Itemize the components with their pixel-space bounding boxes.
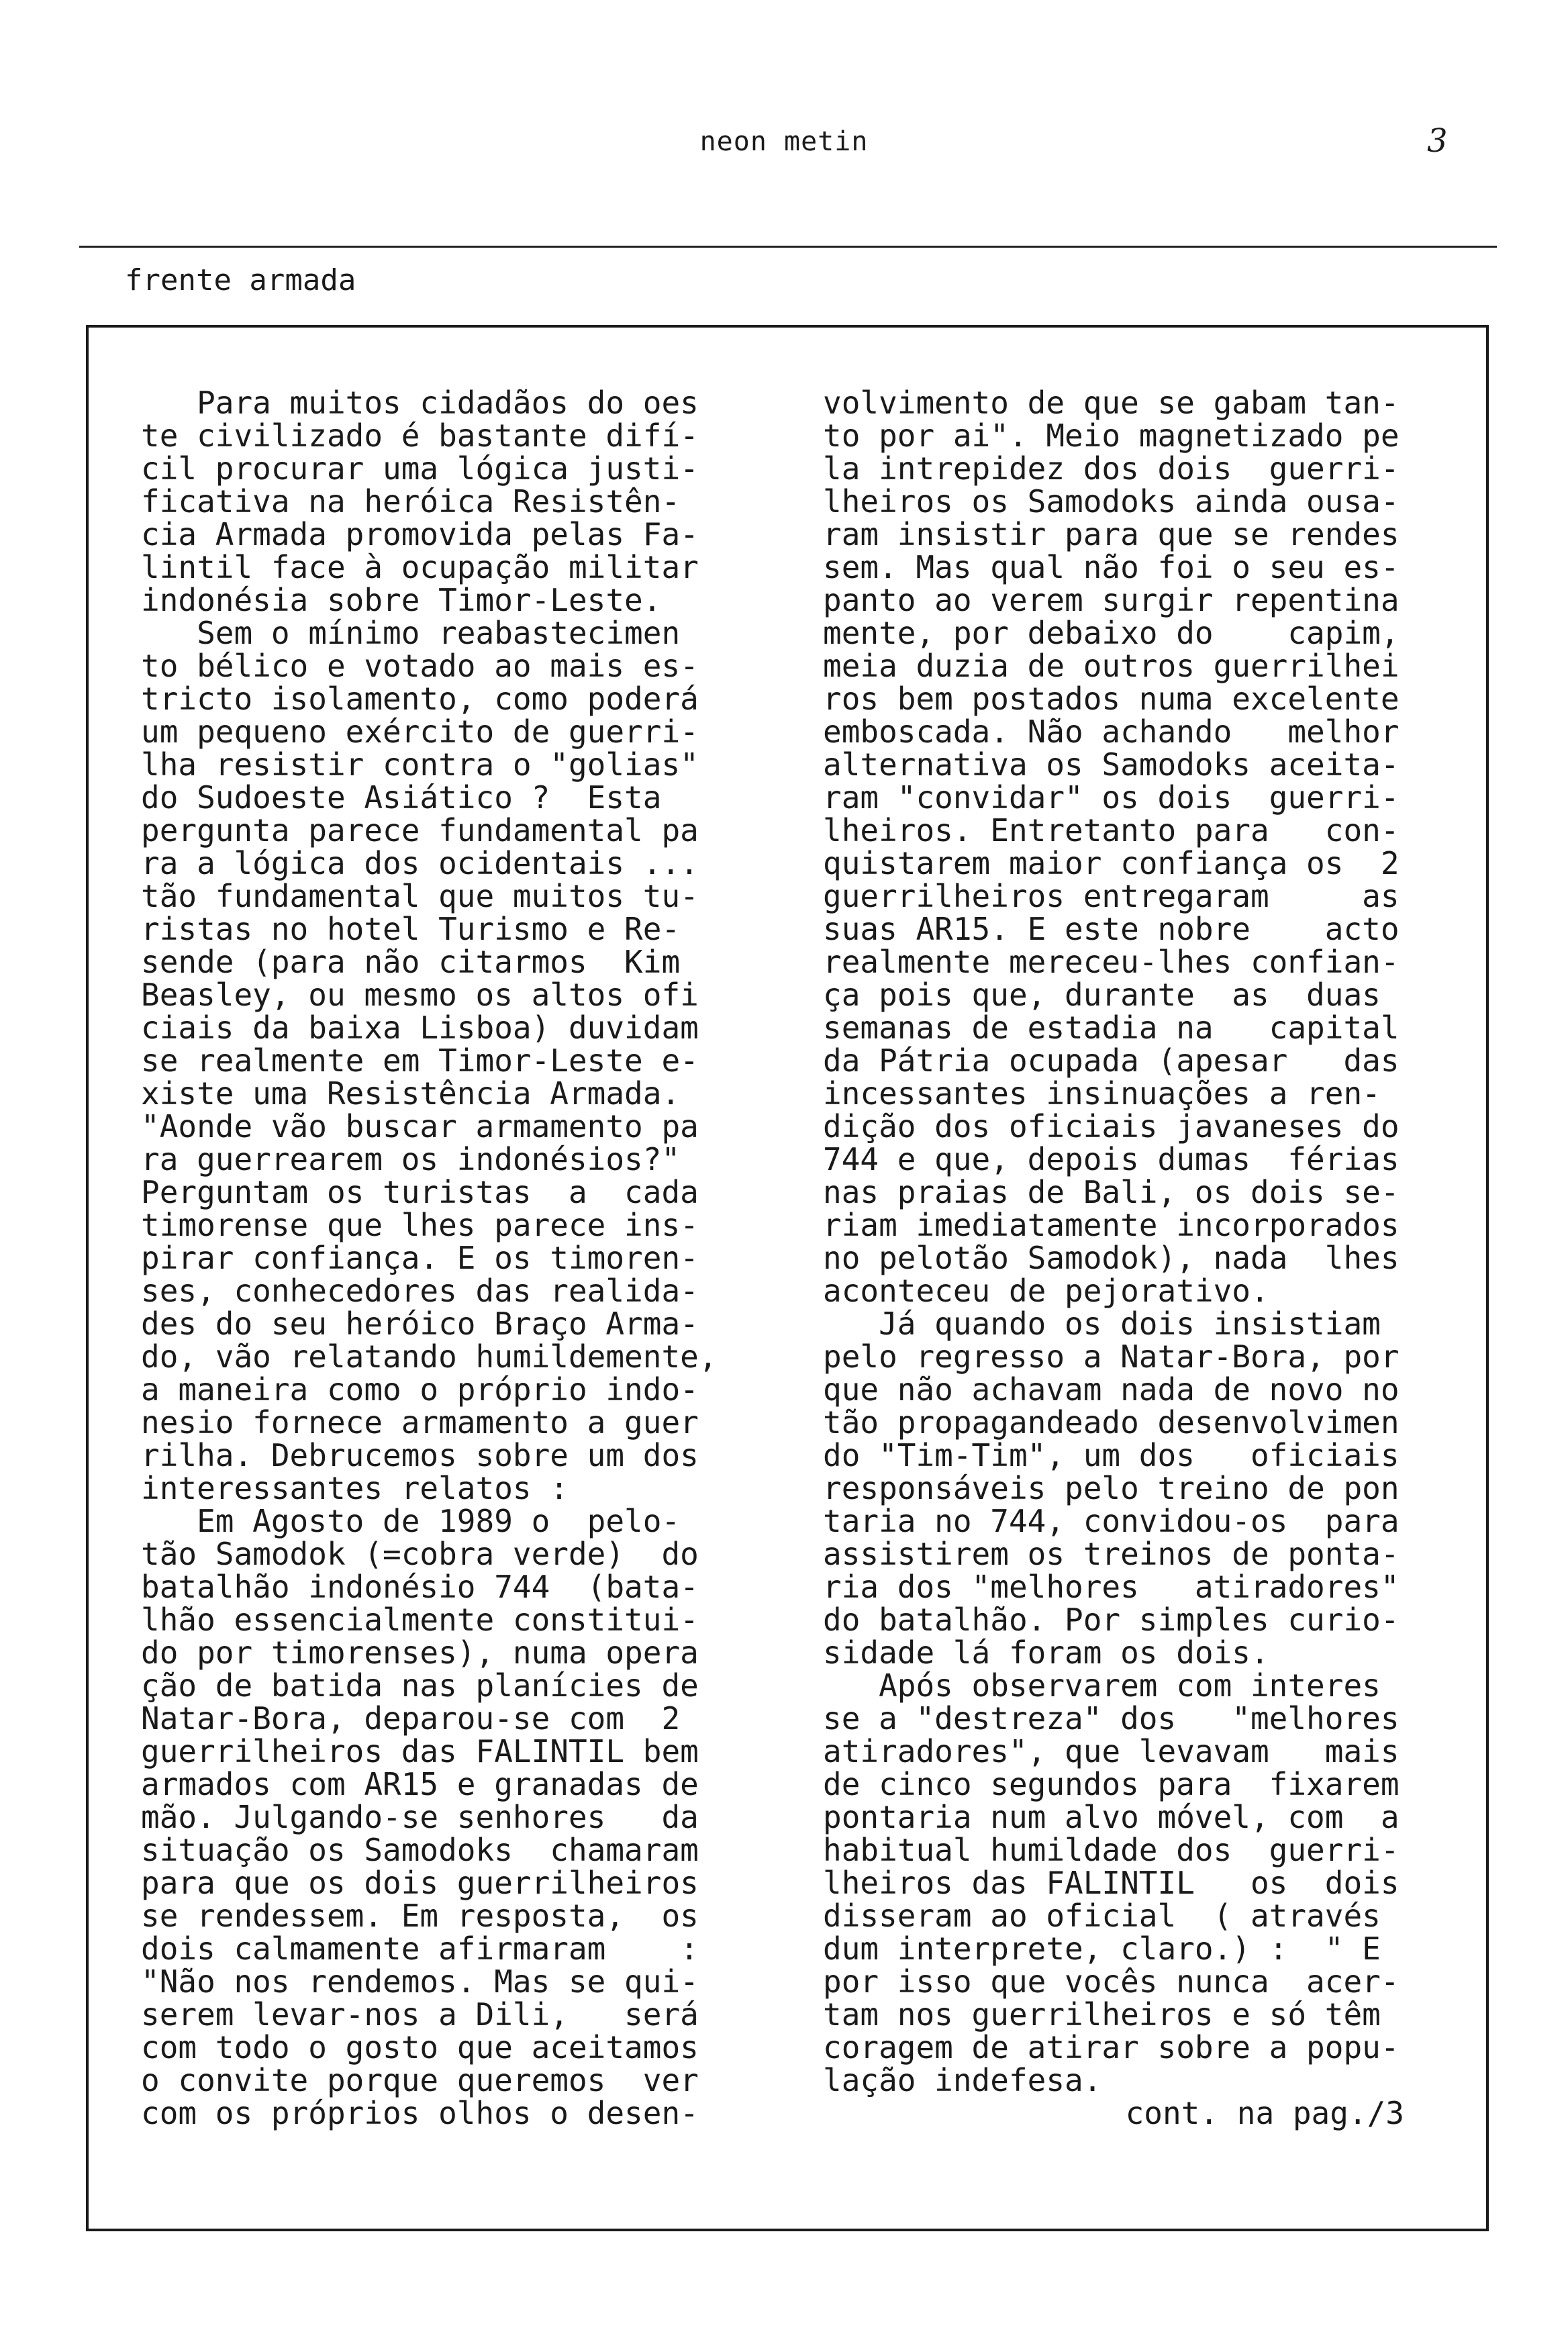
text-line: tão fundamental que muitos tu- [141, 878, 699, 914]
text-line: meia duzia de outros guerrilhei [823, 648, 1400, 684]
text-line: guerrilheiros entregaram as [823, 878, 1400, 914]
text-line: com os próprios olhos o desen- [141, 2095, 699, 2131]
text-line: sidade lá foram os dois. [823, 1635, 1269, 1671]
text-line: ram "convidar" os dois guerri- [823, 779, 1400, 816]
text-line: interessantes relatos : [141, 1470, 569, 1506]
text-line: responsáveis pelo treino de pon [823, 1470, 1400, 1506]
text-line: lheiros das FALINTIL os dois [823, 1865, 1400, 1901]
text-line: se realmente em Timor-Leste e- [141, 1042, 699, 1079]
text-line: para que os dois guerrilheiros [141, 1865, 699, 1901]
text-line: Após observarem com interes [823, 1667, 1381, 1704]
text-line: indonésia sobre Timor-Leste. [141, 582, 662, 618]
text-line: com todo o gosto que aceitamos [141, 2029, 699, 2065]
text-line: emboscada. Não achando melhor [823, 714, 1400, 750]
text-line: semanas de estadia na capital [823, 1010, 1400, 1046]
text-line: serem levar-nos a Dili, será [141, 1996, 699, 2033]
text-line: situação os Samodoks chamaram [141, 1832, 699, 1868]
text-line: ses, conhecedores das realida- [141, 1273, 699, 1309]
text-line: pelo regresso a Natar-Bora, por [823, 1339, 1400, 1375]
text-line: volvimento de que se gabam tan- [823, 385, 1400, 421]
text-line: atiradores", que levavam mais [823, 1733, 1400, 1769]
text-line: pirar confiança. E os timoren- [141, 1240, 699, 1276]
text-line: to por ai". Meio magnetizado pe [823, 418, 1400, 454]
text-line: lheiros os Samodoks ainda ousa- [823, 483, 1400, 520]
text-line: a maneira como o próprio indo- [141, 1371, 699, 1408]
text-line: do, vão relatando humildemente, [141, 1339, 718, 1375]
text-line: ristas no hotel Turismo e Re- [141, 911, 681, 947]
text-line: dois calmamente afirmaram : [141, 1931, 699, 1967]
text-line: um pequeno exército de guerri- [141, 714, 699, 750]
text-line: ria dos "melhores atiradores" [823, 1569, 1400, 1605]
text-line: tão propagandeado desenvolvimen [823, 1404, 1400, 1441]
text-line: da Pátria ocupada (apesar das [823, 1042, 1400, 1079]
text-line: aconteceu de pejorativo. [823, 1273, 1269, 1309]
text-line: suas AR15. E este nobre acto [823, 911, 1400, 947]
text-line: ra guerrearem os indonésios?" [141, 1141, 681, 1177]
text-line: no pelotão Samodok), nada lhes [823, 1240, 1400, 1276]
text-line: "Não nos rendemos. Mas se qui- [141, 1963, 699, 2000]
text-line: lheiros. Entretanto para con- [823, 812, 1400, 848]
text-line: Já quando os dois insistiam [823, 1306, 1381, 1342]
text-line: o convite porque queremos ver [141, 2062, 699, 2098]
running-head: neon metin [699, 126, 869, 157]
text-line: panto ao verem surgir repentina [823, 582, 1400, 618]
article-left-column [141, 387, 765, 2130]
text-line: te civilizado é bastante difí- [141, 418, 699, 454]
text-line: timorense que lhes parece ins- [141, 1207, 699, 1243]
text-line: dum interprete, claro.) : " E [823, 1931, 1381, 1967]
text-line: lhão essencialmente constitui- [141, 1602, 699, 1638]
text-line: cia Armada promovida pelas Fa- [141, 516, 699, 552]
text-line: coragem de atirar sobre a popu- [823, 2029, 1400, 2065]
text-line: se rendessem. Em resposta, os [141, 1898, 699, 1934]
text-line: incessantes insinuações a ren- [823, 1075, 1381, 1112]
text-line: Para muitos cidadãos do oes [141, 385, 699, 421]
text-line: alternativa os Samodoks aceita- [823, 746, 1400, 783]
text-line: ficativa na heróica Resistên- [141, 483, 681, 520]
text-line: tam nos guerrilheiros e só têm [823, 1996, 1381, 2033]
text-line: tão Samodok (=cobra verde) do [141, 1536, 699, 1572]
text-line: Sem o mínimo reabastecimen [141, 615, 681, 651]
text-line: de cinco segundos para fixarem [823, 1766, 1400, 1802]
text-line: quistarem maior confiança os 2 [823, 845, 1400, 881]
text-line: mão. Julgando-se senhores da [141, 1799, 699, 1835]
text-line: sem. Mas qual não foi o seu es- [823, 549, 1400, 585]
text-line: la intrepidez dos dois guerri- [823, 450, 1400, 487]
text-line: por isso que vocês nunca acer- [823, 1963, 1400, 2000]
text-line: riam imediatamente incorporados [823, 1207, 1400, 1243]
text-line: se a "destreza" dos "melhores [823, 1700, 1400, 1737]
text-line: sende (para não citarmos Kim [141, 944, 681, 980]
continuation-note: cont. na pag./3 [1125, 2095, 1404, 2131]
text-line: ciais da baixa Lisboa) duvidam [141, 1010, 699, 1046]
page-number: 3 [1427, 122, 1448, 160]
header-rule [79, 246, 1497, 248]
text-line: cil procurar uma lógica justi- [141, 450, 699, 487]
text-line: "Aonde vão buscar armamento pa [141, 1108, 699, 1145]
text-line: dição dos oficiais javaneses do [823, 1108, 1400, 1145]
text-line: assistirem os treinos de ponta- [823, 1536, 1400, 1572]
text-line: ros bem postados numa excelente [823, 681, 1400, 717]
text-line: do Sudoeste Asiático ? Esta [141, 779, 662, 816]
text-line: disseram ao oficial ( através [823, 1898, 1381, 1934]
section-label: frente armada [125, 263, 356, 297]
text-line: Natar-Bora, deparou-se com 2 [141, 1700, 681, 1737]
text-line: do por timorenses), numa opera [141, 1635, 699, 1671]
text-line: mente, por debaixo do capim, [823, 615, 1400, 651]
text-line: lação indefesa. [823, 2062, 1102, 2098]
text-line: nas praias de Bali, os dois se- [823, 1174, 1400, 1210]
text-line: 744 e que, depois dumas férias [823, 1141, 1400, 1177]
article-right-column [823, 387, 1447, 2130]
text-line: ra a lógica dos ocidentais ... [141, 845, 699, 881]
text-line: lintil face à ocupação militar [141, 549, 699, 585]
text-line: ram insistir para que se rendes [823, 516, 1400, 552]
text-line: xiste uma Resistência Armada. [141, 1075, 681, 1112]
text-line: tricto isolamento, como poderá [141, 681, 699, 717]
text-line: des do seu heróico Braço Arma- [141, 1306, 699, 1342]
text-line: guerrilheiros das FALINTIL bem [141, 1733, 699, 1769]
text-line: do batalhão. Por simples curio- [823, 1602, 1400, 1638]
text-line: ça pois que, durante as duas [823, 977, 1381, 1013]
text-line: pontaria num alvo móvel, com a [823, 1799, 1400, 1835]
text-line: armados com AR15 e granadas de [141, 1766, 699, 1802]
text-line: taria no 744, convidou-os para [823, 1503, 1400, 1539]
text-line: to bélico e votado ao mais es- [141, 648, 699, 684]
text-line: Beasley, ou mesmo os altos ofi [141, 977, 699, 1013]
text-line: rilha. Debrucemos sobre um dos [141, 1437, 699, 1473]
text-line: Em Agosto de 1989 o pelo- [141, 1503, 681, 1539]
text-line: lha resistir contra o "golias" [141, 746, 699, 783]
text-line: habitual humildade dos guerri- [823, 1832, 1400, 1868]
text-line: que não achavam nada de novo no [823, 1371, 1400, 1408]
text-line: do "Tim-Tim", um dos oficiais [823, 1437, 1400, 1473]
text-line: Perguntam os turistas a cada [141, 1174, 699, 1210]
text-line: batalhão indonésio 744 (bata- [141, 1569, 699, 1605]
text-line: nesio fornece armamento a guer [141, 1404, 699, 1441]
text-line: realmente mereceu-lhes confian- [823, 944, 1400, 980]
text-line: ção de batida nas planícies de [141, 1667, 699, 1704]
text-line: pergunta parece fundamental pa [141, 812, 699, 848]
